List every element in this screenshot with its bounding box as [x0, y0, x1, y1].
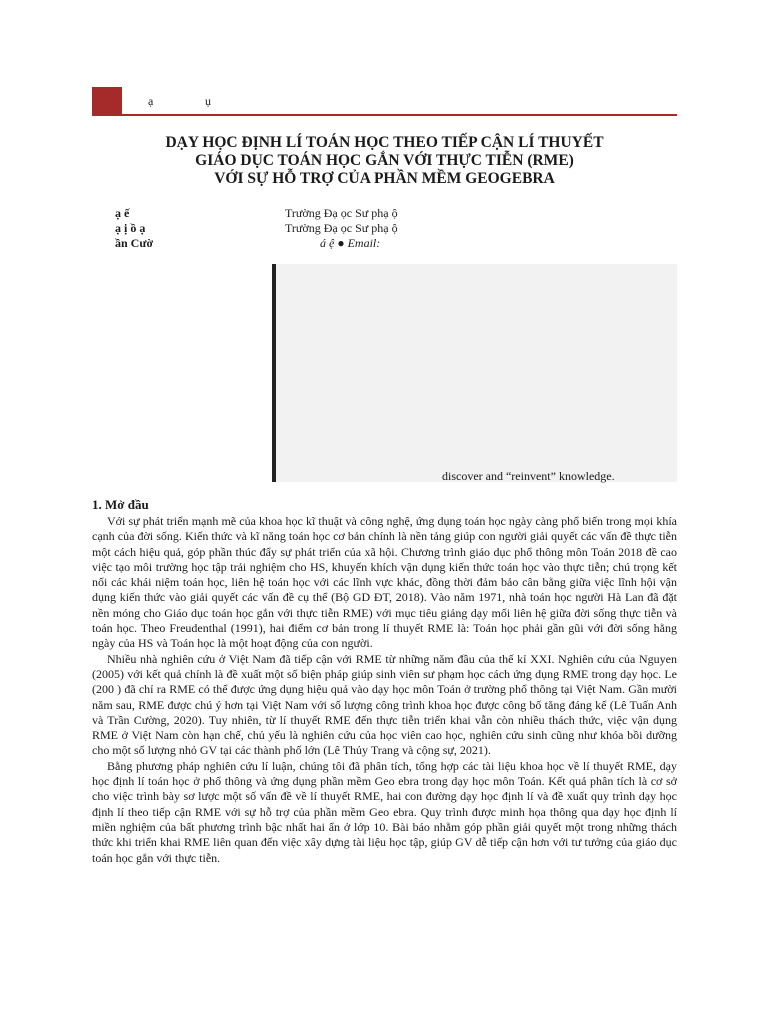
section-heading: 1. Mở đầu — [92, 497, 149, 512]
abstract-last-line: discover and “reinvent” knowledge. — [442, 469, 615, 483]
header-color-block — [92, 87, 122, 115]
body-text — [92, 514, 677, 866]
abstract-box — [276, 264, 677, 482]
author-2-name: ạ ị ồ ạ — [115, 221, 146, 235]
header-rule — [92, 114, 677, 116]
paragraph-3: Bằng phương pháp nghiên cứu lí luận, chúng tôi đã phân tích, tổng hợp các tài liệu khoa học về lí thuyết RME, dạy học định lí toán học ở phổ thông và ứng dụng phần mềm Geo ebra trong dạy học môn Toán. Kết quả phân tích là cơ sở cho việc trình bày sơ lược một số vấn đề về lí thuyết RME, hai con đường dạy học định lí và đề xuất quy trình dạy học định lí theo tiếp cận RME với sự hỗ trợ của phần mềm Geo ebra. Quy trình được minh họa thông qua dạy học định lí miền nghiệm của bất phương trình bậc nhất hai ẩn ở lớp 10. Bài báo nhằm góp phần giải quyết một trong những thách thức khi triển khai RME liên quan đến việc xây dựng tài liệu học tập, giúp GV dễ tiếp cận hơn với tư tưởng của giáo dục toán học gắn với thực tiễn. — [92, 758, 677, 865]
author-1-affiliation: Trường Đạ ọc Sư phạ ộ — [285, 206, 398, 220]
header-fragment-1: ạ — [148, 94, 154, 108]
title-line-1: DẠY HỌC ĐỊNH LÍ TOÁN HỌC THEO TIẾP CẬN LÍ THUYẾT — [165, 134, 604, 151]
author-1-name: ạ ế — [115, 206, 130, 220]
paragraph-1: Với sự phát triển mạnh mẽ của khoa học kĩ thuật và công nghệ, ứng dụng toán học ngày càng phổ biến trong mọi khía cạnh của đời sống. Kiến thức và kĩ năng toán học cơ bản chính là nền tảng giúp con người giải quyết các vấn đề thực tiễn một cách hiệu quả, góp phần thúc đẩy sự phát triển của xã hội. Chương trình giáo dục phổ thông môn Toán 2018 đề cao việc tạo môi trường học tập trải nghiệm cho HS, khuyến khích vận dụng kiến thức toán học vào thực tiễn; chú trọng kết nối các khái niệm toán học, liên hệ toán học với các lĩnh vực khác, đồng thời đảm bảo cân bằng giữa việc lĩnh hội vận dụng kiến thức vào giải quyết các vấn đề cụ thể (Bộ GD ĐT, 2018). Vào năm 1971, nhà toán học người Hà Lan đã đặt nền móng cho Giáo dục toán học gắn với thực tiễn RME) với mục tiêu giảng dạy mối liên hệ giữa đời sống thực tiễn và toán học. Theo Freudenthal (1991), hai điểm cơ bản trong lí thuyết RME là: Toán học phải gần gũi với đời sống hằng ngày của HS và Toán học là một hoạt động của con người. — [92, 514, 677, 651]
header-fragment-2: ụ — [205, 94, 211, 108]
author-2-affiliation: Trường Đạ ọc Sư phạ ộ — [285, 221, 398, 235]
author-3-contact: á ệ ● Email: — [320, 236, 381, 250]
paragraph-2: Nhiều nhà nghiên cứu ở Việt Nam đã tiếp cận với RME từ những năm đầu của thế kỉ XXI. Nghiên cứu của Nguyen (2005) với kết quả chính là đề xuất một số biện pháp giúp sinh viên sư phạm học cách ứng dụng RME trong dạy học. Le (200 ) đã chỉ ra RME có thể được ứng dụng hiệu quả vào dạy học môn Toán ở trường phổ thông tại Việt Nam. Gần mười năm sau, RME được chú ý hơn tại Việt Nam với số lượng công trình khoa học được công bố tăng đáng kể (Lê Tuấn Anh và Trần Cường, 2020). Tuy nhiên, từ lí thuyết RME đến thực tiễn triển khai vẫn còn nhiều thách thức, việc vận dụng RME ở Việt Nam còn hạn chế, chủ yếu là nghiên cứu của học viên cao học, nghiên cứu sinh cũng như khóa bồi dưỡng cho một số lượng nhỏ GV tại các thành phố lớn (Lê Thủy Trang và cộng sự, 2021). — [92, 651, 677, 758]
author-3-name: ần Cườ — [115, 236, 154, 250]
title-line-3: VỚI SỰ HỖ TRỢ CỦA PHẦN MỀM GEOGEBRA — [214, 170, 555, 187]
paper-title — [92, 134, 677, 188]
title-line-2: GIÁO DỤC TOÁN HỌC GẮN VỚI THỰC TIỄN (RME) — [195, 152, 574, 169]
